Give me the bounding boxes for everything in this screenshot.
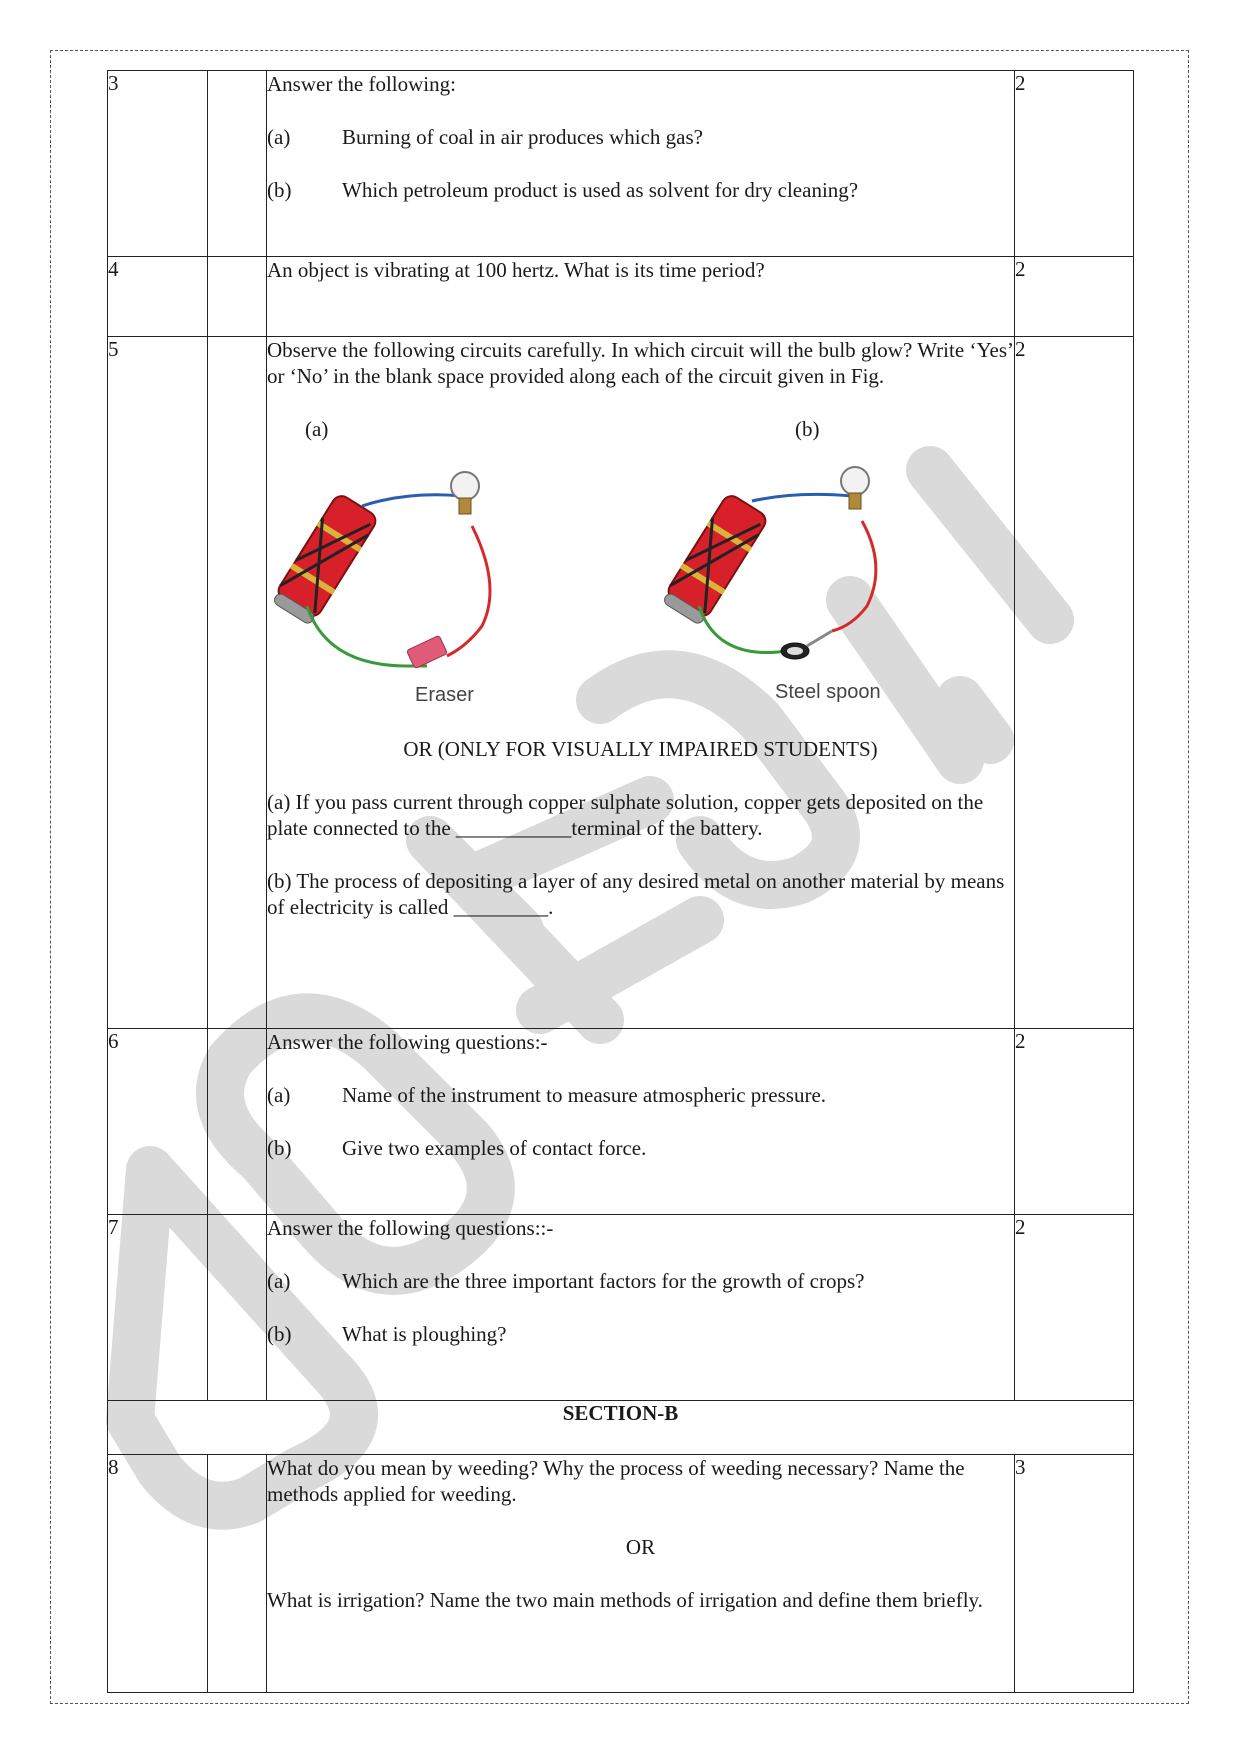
sub-label: (b) [267,1322,292,1346]
question-row-4 [108,257,1134,337]
sub-text: Which are the three important factors for the growth of crops? [342,1269,865,1293]
sub-label: (a) [267,125,291,149]
sub-label: (b) [267,1136,292,1160]
figure-label-a: (a) [305,417,329,441]
question-stem: Answer the following questions::- [267,1216,554,1240]
eraser-icon [406,635,447,668]
sub-label: (b) [267,178,292,202]
circuit-figure [267,416,1014,726]
section-b-row [108,1401,1134,1455]
blank-cell [208,257,267,337]
bulb-icon-b [841,467,869,509]
alt-question-b: (b) The process of depositing a layer of any desired metal on another material by means of electricity is called _________. [267,869,1005,919]
question-text-1: What do you mean by weeding? Why the process of weeding necessary? Name the methods applied for weeding. [267,1456,965,1506]
question-marks: 2 [1015,71,1134,257]
question-number: 3 [108,71,208,257]
battery-b [660,492,770,627]
sub-text: Burning of coal in air produces which gas? [342,125,703,149]
question-text-2: What is irrigation? Name the two main methods of irrigation and define them briefly. [267,1588,983,1612]
caption-eraser: Eraser [415,684,474,706]
sub-text: What is ploughing? [342,1322,507,1346]
sub-question-a [267,124,1014,150]
blank-cell [208,1215,267,1401]
figure-label-b: (b) [795,417,820,441]
question-row-5 [108,337,1134,1029]
question-row-8 [108,1455,1134,1693]
question-number: 6 [108,1029,208,1215]
circuit-a [270,472,490,706]
sub-question-a [267,1082,1014,1108]
sub-label: (a) [267,1269,291,1293]
question-number: 4 [108,257,208,337]
caption-steel-spoon: Steel spoon [775,681,881,703]
sub-question-a [267,1268,1014,1294]
section-title: SECTION-B [108,1401,1134,1455]
question-marks: 2 [1015,1029,1134,1215]
question-marks: 3 [1015,1455,1134,1693]
question-content [267,71,1015,257]
question-row-3 [108,71,1134,257]
question-content [267,1215,1015,1401]
question-marks: 2 [1015,1215,1134,1401]
question-stem: Answer the following questions:- [267,1030,548,1054]
sub-text: Name of the instrument to measure atmospheric pressure. [342,1083,827,1107]
sub-text: Give two examples of contact force. [342,1136,647,1160]
bulb-icon-a [451,472,479,514]
sub-label: (a) [267,1083,291,1107]
steel-spoon-icon [781,631,832,659]
question-number: 5 [108,337,208,1029]
question-marks: 2 [1015,257,1134,337]
circuit-b [660,467,881,703]
alt-question-a: (a) If you pass current through copper sulphate solution, copper gets deposited on the plate connected to the ___________terminal of the battery. [267,790,984,840]
question-content [267,257,1015,337]
circuit-diagrams [267,446,991,726]
blank-cell [208,1455,267,1693]
question-content [267,1455,1015,1693]
question-content [267,1029,1015,1215]
sub-question-b [267,1135,1014,1161]
question-stem: Answer the following: [267,72,456,96]
question-stem: Observe the following circuits carefully. In which circuit will the bulb glow? Write ‘Yes’ or ‘No’ in the blank space provided along each of the circuit given in Fig. [267,338,1014,388]
blank-cell [208,1029,267,1215]
or-label: OR [625,1535,656,1559]
question-row-6 [108,1029,1134,1215]
sub-question-b [267,177,1014,203]
question-row-7 [108,1215,1134,1401]
question-number: 8 [108,1455,208,1693]
question-marks: 2 [1015,337,1134,1029]
blank-cell [208,337,267,1029]
question-stem: An object is vibrating at 100 hertz. What is its time period? [267,258,765,282]
question-content [267,337,1015,1029]
question-number: 7 [108,1215,208,1401]
sub-question-b [267,1321,1014,1347]
sub-text: Which petroleum product is used as solvent for dry cleaning? [342,178,859,202]
blank-cell [208,71,267,257]
question-table [107,70,1134,1693]
or-visually-impaired: OR (ONLY FOR VISUALLY IMPAIRED STUDENTS) [403,737,878,761]
battery-a [270,492,380,627]
